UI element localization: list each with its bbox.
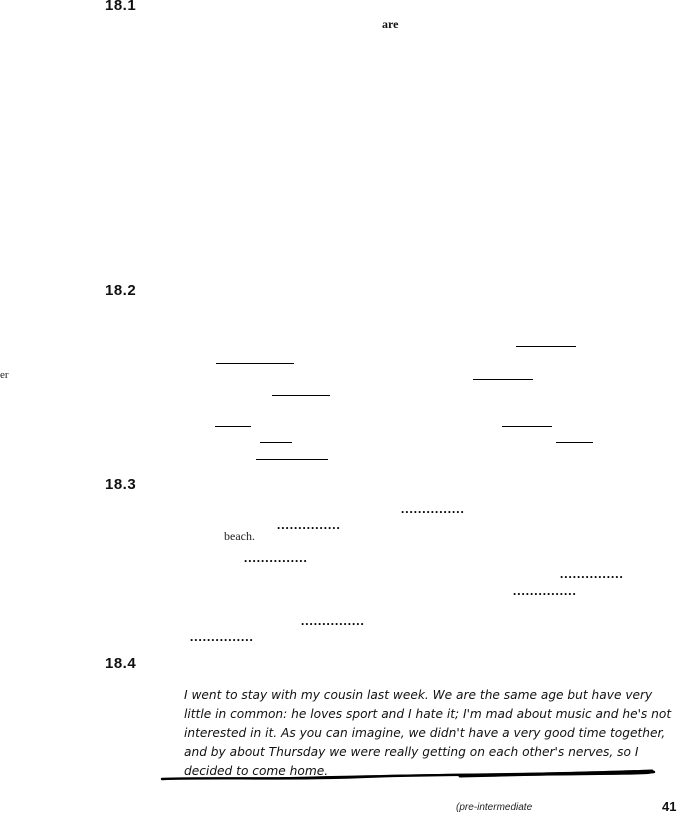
section-number-18-3: 18.3 — [105, 476, 137, 493]
answer-blank — [216, 362, 294, 364]
handwritten-line: interested in it. As you can imagine, we didn't have a very good time together, — [184, 726, 666, 740]
brush-stroke-divider — [160, 768, 656, 782]
margin-text: er — [0, 369, 9, 381]
section-18-3-word: beach. — [224, 529, 255, 543]
section-number-18-1: 18.1 — [105, 0, 137, 14]
handwritten-line: and by about Thursday we were really getting on each other's nerves, so I — [184, 745, 639, 759]
answer-blank — [215, 425, 251, 427]
handwritten-passage — [184, 686, 672, 781]
dotted-answer-blank: ............... — [277, 517, 341, 532]
handwritten-line: I went to stay with my cousin last week. We are the same age but have very — [184, 688, 653, 702]
section-number-18-4: 18.4 — [105, 655, 137, 672]
footer-level-text: (pre-intermediate — [456, 802, 533, 813]
answer-blank — [516, 345, 576, 347]
answer-blank — [272, 394, 330, 396]
page-number: 41 — [662, 799, 677, 814]
dotted-answer-blank: ............... — [244, 550, 308, 565]
handwritten-line: little in common: he loves sport and I hate it; I'm mad about music and he's not — [184, 707, 672, 721]
dotted-answer-blank: ............... — [560, 566, 624, 581]
answer-blank — [260, 441, 292, 443]
answer-blank — [502, 425, 552, 427]
answer-blank — [256, 458, 328, 460]
section-number-18-2: 18.2 — [105, 282, 137, 299]
answer-blank — [473, 378, 533, 380]
dotted-answer-blank: ............... — [513, 583, 577, 598]
dotted-answer-blank: ............... — [401, 501, 465, 516]
section-18-1-word: are — [382, 17, 399, 31]
dotted-answer-blank: ............... — [190, 629, 254, 644]
handwritten-line: decided to come home. — [184, 764, 329, 778]
answer-blank — [556, 441, 593, 443]
dotted-answer-blank: ............... — [301, 613, 365, 628]
